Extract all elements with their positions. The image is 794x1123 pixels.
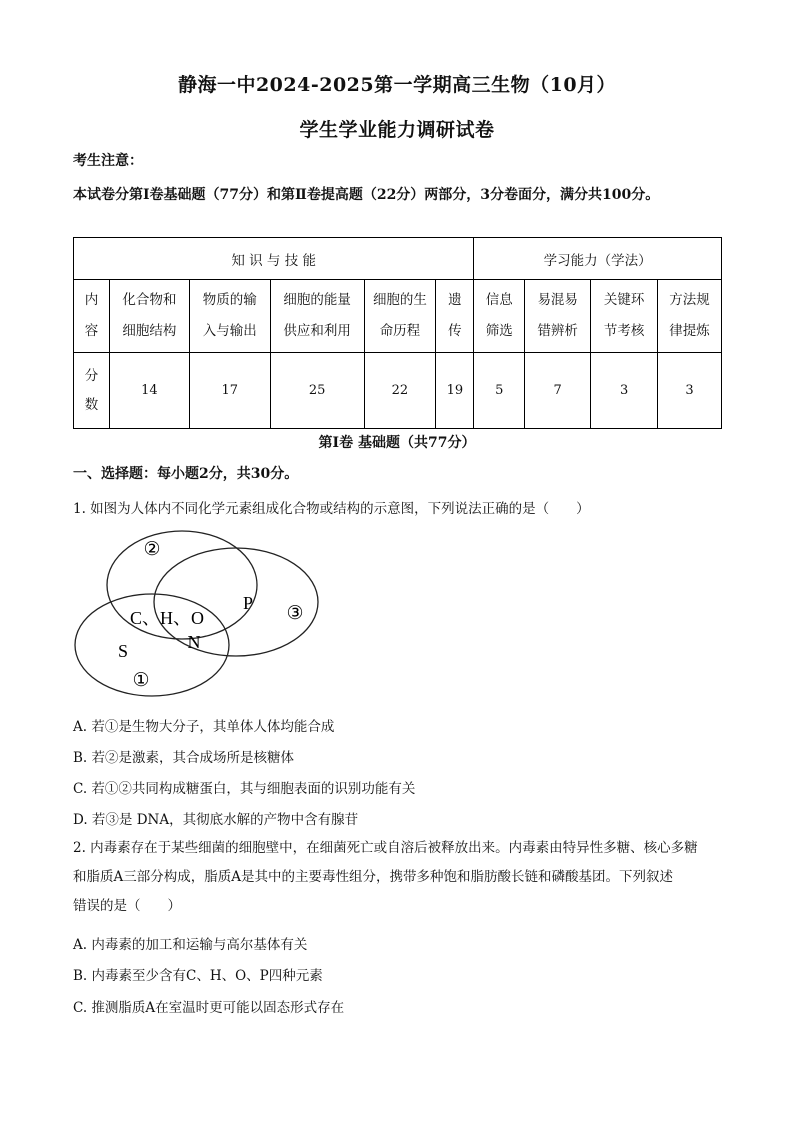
circle-label-2: ②	[143, 538, 161, 560]
section-title: 第Ⅰ卷 基础题（共77分）	[318, 435, 476, 451]
content-cell: 易混易 错辨析	[525, 280, 591, 353]
question-2-option-c: C. 推测脂质A在室温时更可能以固态形式存在	[73, 1000, 345, 1016]
score-cell: 17	[189, 353, 270, 429]
score-cell: 3	[591, 353, 658, 429]
question-1-option-d: D. 若③是 DNA，其彻底水解的产物中含有腺苷	[73, 812, 359, 828]
exam-subtitle: 学生学业能力调研试卷	[299, 119, 495, 141]
content-cell: 细胞的生 命历程	[364, 280, 436, 353]
score-cell: 25	[270, 353, 364, 429]
score-cell: 14	[109, 353, 189, 429]
question-2-option-a: A. 内毒素的加工和运输与高尔基体有关	[73, 937, 308, 953]
group-knowledge-header: 知 识 与 技 能	[74, 238, 474, 280]
question-1-stem: 1. 如图为人体内不同化学元素组成化合物或结构的示意图，下列说法正确的是（ ）	[73, 501, 590, 517]
circle-label-3: ③	[286, 602, 304, 624]
element-n: N	[187, 632, 201, 652]
question-1-option-a: A. 若①是生物大分子，其单体人体均能合成	[73, 719, 335, 735]
score-cell: 5	[474, 353, 525, 429]
exam-title: 静海一中2024-2025第一学期高三生物（10月）	[177, 74, 617, 96]
question-2-stem	[73, 834, 733, 921]
score-row	[74, 353, 722, 429]
content-row	[74, 280, 722, 353]
content-cell: 物质的输 入与输出	[189, 280, 270, 353]
element-s: S	[117, 641, 129, 661]
score-cell: 3	[658, 353, 722, 429]
content-cell: 细胞的能量 供应和利用	[270, 280, 364, 353]
row-label-content: 内 容	[74, 280, 110, 353]
element-p: P	[242, 593, 254, 613]
question-1-option-b: B. 若②是激素，其合成场所是核糖体	[73, 750, 295, 766]
notice-heading: 考生注意：	[73, 153, 143, 169]
score-cell: 19	[436, 353, 474, 429]
notice-body: 本试卷分第Ⅰ卷基础题（77分）和第Ⅱ卷提高题（22分）两部分，3分卷面分，满分共100分。	[73, 187, 660, 203]
score-cell: 22	[364, 353, 436, 429]
content-cell: 遗 传	[436, 280, 474, 353]
question-1-option-c: C. 若①②共同构成糖蛋白，其与细胞表面的识别功能有关	[73, 781, 416, 797]
content-cell: 信息 筛选	[474, 280, 525, 353]
score-cell: 7	[525, 353, 591, 429]
row-label-score: 分 数	[74, 353, 110, 429]
content-cell: 方法规 律提炼	[658, 280, 722, 353]
question-2-stem-line: 2. 内毒素存在于某些细菌的细胞壁中，在细菌死亡或自溶后被释放出来。内毒素由特异性多糖、核心多糖	[73, 840, 698, 856]
venn-diagram	[70, 528, 330, 700]
question-2-option-b: B. 内毒素至少含有C、H、O、P四种元素	[73, 968, 323, 984]
circle-label-1: ①	[132, 669, 150, 691]
content-cell: 关键环 节考核	[591, 280, 658, 353]
center-elements: C、H、O	[129, 608, 205, 628]
part-title: 一、选择题：每小题2分，共30分。	[73, 466, 299, 482]
question-2-stem-line: 错误的是（ ）	[73, 898, 181, 914]
group-ability-header: 学习能力（学法）	[474, 238, 722, 280]
score-distribution-table	[73, 237, 722, 429]
question-2-stem-line: 和脂质A三部分构成，脂质A是其中的主要毒性组分，携带多种饱和脂肪酸长链和磷酸基团。下列叙述	[73, 869, 673, 885]
content-cell: 化合物和 细胞结构	[109, 280, 189, 353]
